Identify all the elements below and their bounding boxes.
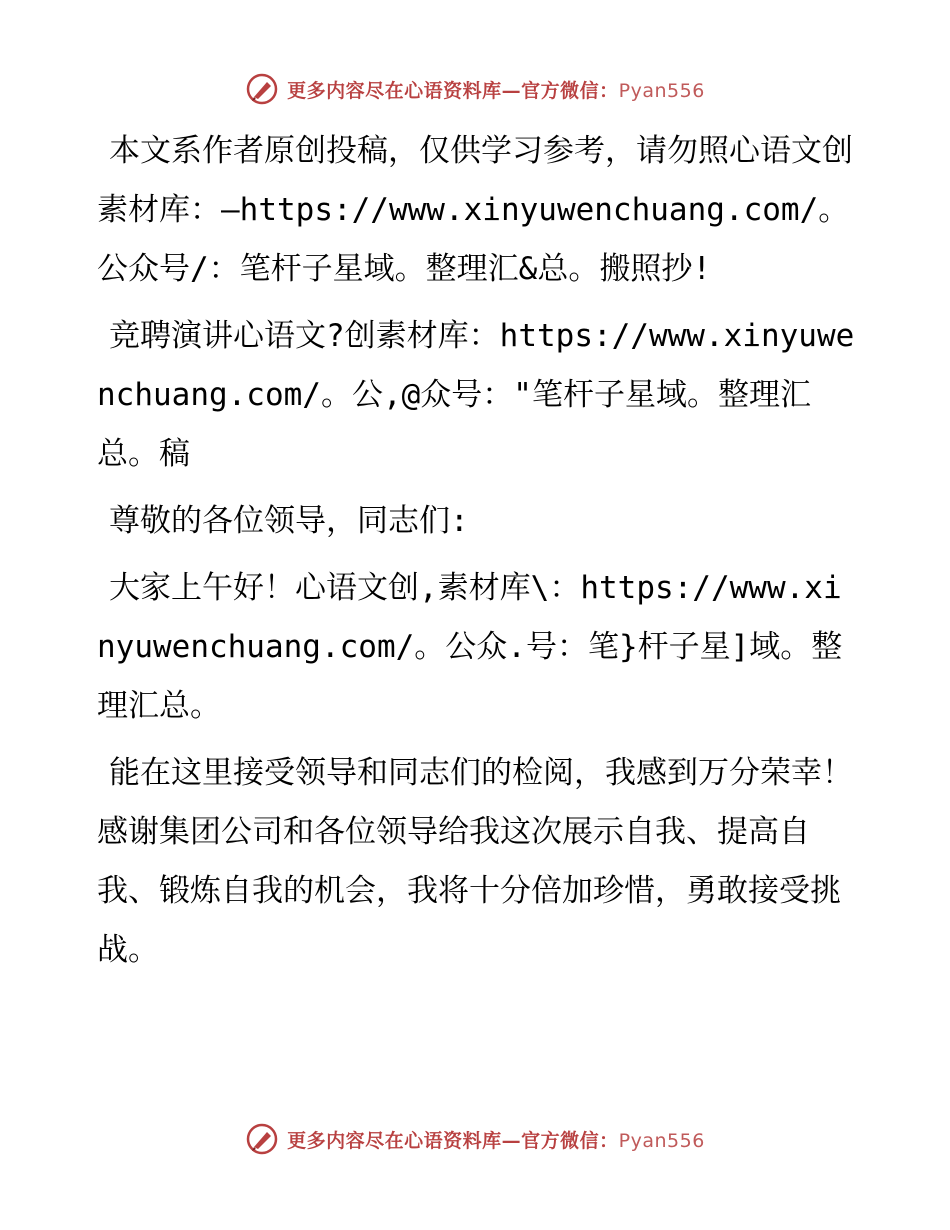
document-body bbox=[97, 122, 857, 988]
footer-banner bbox=[0, 1122, 950, 1156]
banner-wechat-handle: Pyan556 bbox=[618, 79, 705, 102]
paragraph-opening: 能在这里接受领导和同志们的检阅，我感到万分荣幸！感谢集团公司和各位领导给我这次展示自我、提高自我、锻炼自我的机会，我将十分倍加珍惜，勇敢接受挑战。 bbox=[97, 755, 853, 968]
pen-logo-icon bbox=[245, 1122, 279, 1156]
paragraph-source-note: 竞聘演讲心语文?创素材库：https://www.xinyuwenchuang.com/。公,@众号："笔杆子星域。整理汇总。稿 bbox=[97, 318, 855, 472]
paragraph-copyright-notice: 本文系作者原创投稿，仅供学习参考，请勿照心语文创素材库：—https://www.xinyuwenchuang.com/。公众号/：笔杆子星域。整理汇&总。搬照抄! bbox=[97, 133, 853, 287]
paragraph-greeting: 大家上午好！心语文创,素材库\：https://www.xinyuwenchuang.com/。公众.号：笔}杆子星]域。整理汇总。 bbox=[97, 570, 843, 724]
footer-wechat-handle: Pyan556 bbox=[618, 1129, 705, 1152]
footer-text-main: 更多内容尽在心语资料库—官方微信： bbox=[287, 1129, 619, 1152]
paragraph-salutation: 尊敬的各位领导，同志们: bbox=[109, 503, 469, 539]
pen-logo-icon bbox=[245, 72, 279, 106]
header-banner bbox=[0, 72, 950, 106]
banner-text-main: 更多内容尽在心语资料库—官方微信： bbox=[287, 79, 619, 102]
